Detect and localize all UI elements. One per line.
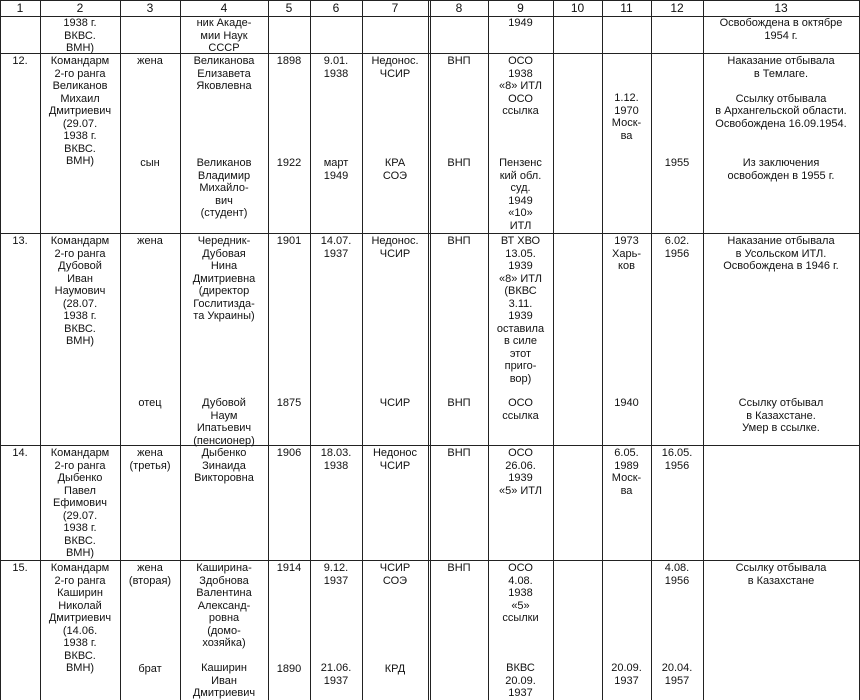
arrest-date-cell: 9.01. 1938 bbox=[323, 55, 349, 80]
col12-cell: 6.02. 1956 bbox=[664, 235, 690, 260]
notes-cell: Из заключения освобожден в 1955 г. bbox=[727, 157, 835, 182]
col11-cell: 1940 bbox=[614, 397, 639, 409]
col8-cell: ВНП bbox=[447, 397, 471, 409]
column-rule-double bbox=[428, 0, 431, 700]
arrest-date-cell: 18.03. 1938 bbox=[320, 447, 352, 472]
relation-cell: отец bbox=[138, 397, 162, 409]
arrest-date-cell: 9.12. 1937 bbox=[323, 562, 349, 587]
row-number: 12. bbox=[12, 55, 28, 67]
birth-year-cell: 1898 bbox=[276, 55, 302, 67]
sentence-cell: ОСО 4.08. 1938 «5» ссылки bbox=[502, 562, 539, 624]
charge-cell: КРД bbox=[384, 663, 406, 675]
notes-cell: Наказание отбывала в Усольском ИТЛ. Освобождена в 1946 г. bbox=[723, 235, 839, 272]
notes-cell: Освобождена в октябре 1954 г. bbox=[719, 17, 843, 42]
charge-cell: КРА СОЭ bbox=[382, 157, 408, 182]
birth-year-cell: 1901 bbox=[276, 235, 302, 247]
column-header: 5 bbox=[285, 1, 293, 15]
column-rule bbox=[651, 0, 652, 700]
sentence-cell: 1949 bbox=[508, 17, 533, 29]
col8-cell: ВНП bbox=[447, 447, 471, 459]
col11-cell: 20.09. 1937 bbox=[611, 662, 642, 687]
row-number: 14. bbox=[12, 447, 28, 459]
arrest-date-cell: 14.07. 1937 bbox=[320, 235, 352, 260]
column-rule bbox=[120, 0, 121, 700]
arrest-date-cell: март 1949 bbox=[323, 157, 349, 182]
column-header: 6 bbox=[332, 1, 340, 15]
col11-cell: 1.12. 1970 Моск- ва bbox=[611, 92, 642, 142]
column-rule bbox=[0, 0, 1, 700]
column-header: 9 bbox=[517, 1, 524, 15]
relation-cell: брат bbox=[138, 663, 162, 675]
relative-name-cell: Чередник- Дубовая Нина Дмитриевна (директор Гослитизда- та Украины) bbox=[192, 235, 256, 322]
relative-name-cell: Дубовой Наум Ипатьевич (пенсионер) bbox=[193, 397, 255, 447]
relative-name-cell: Каширин Иван Дмитриевич bbox=[192, 662, 256, 699]
column-header: 13 bbox=[774, 1, 788, 15]
column-header: 12 bbox=[670, 1, 684, 15]
relative-name-cell: Великанова Елизавета Яковлевна bbox=[193, 55, 255, 92]
column-rule bbox=[553, 0, 554, 700]
column-header: 10 bbox=[570, 1, 585, 15]
relation-cell: жена (третья) bbox=[129, 447, 171, 472]
column-rule bbox=[362, 0, 363, 700]
column-header: 1 bbox=[16, 1, 24, 15]
birth-year-cell: 1922 bbox=[276, 157, 302, 169]
column-header: 3 bbox=[146, 1, 154, 15]
column-rule bbox=[268, 0, 269, 700]
charge-cell: Недонос. ЧСИР bbox=[371, 55, 419, 80]
col8-cell: ВНП bbox=[447, 157, 471, 169]
relative-name-cell: ник Акаде- мии Наук СССР bbox=[196, 17, 252, 54]
person-cell: 1938 г. ВКВС. ВМН) bbox=[63, 17, 97, 54]
column-header: 8 bbox=[455, 1, 463, 15]
sentence-cell: ОСО 1938 «8» ИТЛ ОСО ссылка bbox=[498, 55, 542, 117]
col8-cell: ВНП bbox=[447, 562, 471, 574]
sentence-cell: ОСО 26.06. 1939 «5» ИТЛ bbox=[498, 447, 542, 497]
birth-year-cell: 1914 bbox=[276, 562, 302, 574]
column-header: 4 bbox=[220, 1, 228, 15]
column-header: 7 bbox=[391, 1, 399, 15]
relative-name-cell: Дыбенко Зинаида Викторовна bbox=[194, 447, 254, 484]
relation-cell: жена bbox=[137, 235, 163, 247]
col12-cell: 1955 bbox=[664, 157, 690, 169]
row-number: 13. bbox=[12, 235, 28, 247]
person-cell: Командарм 2-го ранга Дыбенко Павел Ефимович (29.07. 1938 г. ВКВС. ВМН) bbox=[50, 447, 110, 559]
col12-cell: 16.05. 1956 bbox=[661, 447, 693, 472]
column-header: 2 bbox=[76, 1, 84, 15]
relation-cell: жена bbox=[137, 55, 163, 67]
col12-cell: 4.08. 1956 bbox=[664, 562, 690, 587]
column-header: 11 bbox=[620, 1, 633, 15]
birth-year-cell: 1890 bbox=[276, 663, 302, 675]
column-rule bbox=[310, 0, 311, 700]
charge-cell: Недонос ЧСИР bbox=[372, 447, 418, 472]
sentence-cell: Пензенс кий обл. суд. 1949 «10» ИТЛ bbox=[499, 157, 542, 232]
relative-name-cell: Великанов Владимир Михайло- вич (студент) bbox=[196, 157, 252, 219]
col11-cell: 6.05. 1989 Моск- ва bbox=[611, 447, 642, 497]
sentence-cell: ВТ ХВО 13.05. 1939 «8» ИТЛ (ВКВС 3.11. 1939 оставила в силе этот приго- вор) bbox=[496, 235, 545, 385]
person-cell: Командарм 2-го ранга Великанов Михаил Дмитриевич (29.07. 1938 г. ВКВС. ВМН) bbox=[48, 55, 112, 167]
person-cell: Командарм 2-го ранга Каширин Николай Дмитриевич (14.06. 1938 г. ВКВС. ВМН) bbox=[48, 562, 112, 674]
sentence-cell: ВКВС 20.09. 1937 bbox=[505, 662, 536, 699]
sentence-cell: ОСО ссылка bbox=[502, 397, 539, 422]
charge-cell: ЧСИР bbox=[379, 397, 411, 409]
relative-name-cell: Каширина- Здобнова Валентина Александ- ровна (домо- хозяйка) bbox=[196, 562, 252, 649]
charge-cell: ЧСИР СОЭ bbox=[379, 562, 411, 587]
col11-cell: 1973 Харь- ков bbox=[612, 235, 641, 272]
arrest-date-cell: 21.06. 1937 bbox=[320, 662, 352, 687]
notes-cell: Ссылку отбывала в Казахстане bbox=[735, 562, 827, 587]
relation-cell: сын bbox=[140, 157, 160, 169]
col8-cell: ВНП bbox=[447, 235, 471, 247]
notes-cell: Ссылку отбывал в Казахстане. Умер в ссылке. bbox=[738, 397, 824, 434]
birth-year-cell: 1906 bbox=[276, 447, 302, 459]
notes-cell: Наказание отбывала в Темлаге. Ссылку отбывала в Архангельской области. Освобождена 16.09.1954. bbox=[715, 55, 847, 130]
col8-cell: ВНП bbox=[447, 55, 471, 67]
relation-cell: жена (вторая) bbox=[128, 562, 172, 587]
birth-year-cell: 1875 bbox=[276, 397, 302, 409]
row-number: 15. bbox=[12, 562, 28, 574]
charge-cell: Недонос. ЧСИР bbox=[371, 235, 419, 260]
col12-cell: 20.04. 1957 bbox=[661, 662, 693, 687]
person-cell: Командарм 2-го ранга Дубовой Иван Наумович (28.07. 1938 г. ВКВС. ВМН) bbox=[50, 235, 110, 347]
